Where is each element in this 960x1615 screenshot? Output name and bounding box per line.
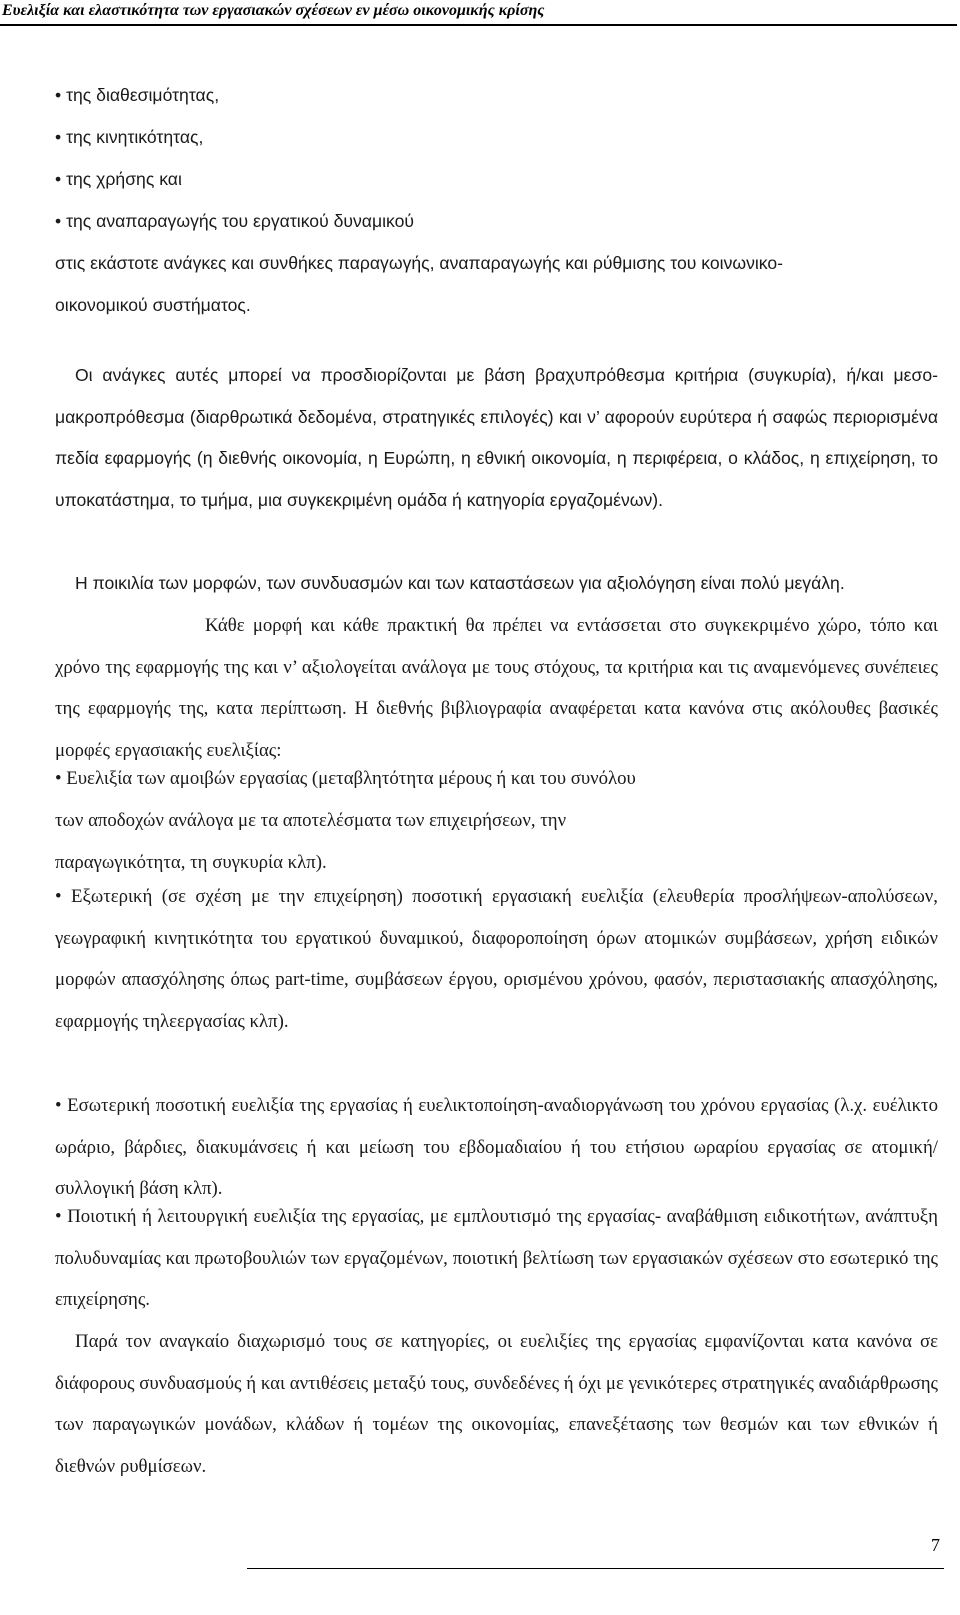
- bullet-availability: • της διαθεσιμότητας,: [55, 75, 938, 117]
- page-number: 7: [931, 1535, 940, 1555]
- paragraph-needs: Οι ανάγκες αυτές μπορεί να προσδιορίζονται με βάση βραχυπρόθεσμα κριτήρια (συγκυρία), ή/και μεσο-μακροπρόθεσμα (διαρθρωτικά δεδομένα, στρατηγικές επιλογές) και ν’ αφορούν ευρύτερα ή σαφώς περιορισμένα πεδία εφαρμογής (η διεθνής οικονομία, η Ευρώπη, η εθνική οικονομία, η περιφέρεια, ο κλάδος, η επιχείρηση, το υποκατάστημα, το τμήμα, μια συγκεκριμένη ομάδα ή κατηγορία εργαζομένων).: [55, 365, 938, 510]
- paragraph-final: Παρά τον αναγκαίο διαχωρισμό τους σε κατηγορίες, οι ευελιξίες της εργασίας εμφανίζονται κατα κανόνα σε διάφορους συνδυασμούς ή και αντιθέσεις μεταξύ τους, συνδεδένες ή όχι με γενικότερες στρατηγικές αναδιάρθρωσης των παραγωγικών μονάδων, κλάδων ή τομέων της οικονομίας, επανεξέτασης των θεσμών και των εθνικών ή διεθνών ρυθμίσεων.: [55, 1331, 938, 1477]
- form-pay-flexibility-line2: των αποδοχών ανάλογα με τα αποτελέσματα των επιχειρήσεων, την: [55, 810, 567, 831]
- running-header: Ευελιξία και ελαστικότητα των εργασιακών σχέσεων εν μέσω οικονομικής κρίσης: [2, 2, 545, 19]
- form-internal-flexibility: • Εσωτερική ποσοτική ευελιξία της εργασίας ή ευελικτοποίηση-αναδιοργάνωση του χρόνου εργασίας (λ.χ. ευέλικτο ωράριο, βάρδιες, διακυμάνσεις ή και μείωση του εβδομαδιαίου ή του ετήσιου ωραρίου εργασίας σε ατομική/ συλλογική βάση κλπ).: [55, 1095, 938, 1199]
- footer-divider: [247, 1568, 944, 1569]
- bullet-reproduction: • της αναπαραγωγής του εργατικού δυναμικού: [55, 201, 938, 243]
- bullet-use: • της χρήσης και: [55, 159, 938, 201]
- form-pay-flexibility-line1: • Ευελιξία των αμοιβών εργασίας (μεταβλητότητα μέρους ή και του συνόλου: [55, 758, 938, 800]
- paragraph-context: Κάθε μορφή και κάθε πρακτική θα πρέπει να εντάσσεται στο συγκεκριμένο χώρο, τόπο και χρόνο της εφαρμογής της και ν’ αξιολογείται ανάλογα με τους στόχους, τα κριτήρια και τις αναμενόμενες συνέπειες της εφαρμογής της, κατα περίπτωση. Η διεθνής βιβλιογραφία αναφέρεται κατα κανόνα στις ακόλουθες βασικές μορφές εργασιακής ευελιξίας:: [55, 615, 938, 761]
- form-external-flexibility: • Εξωτερική (σε σχέση με την επιχείρηση) ποσοτική εργασιακή ευελιξία (ελευθερία προσλήψεων-απολύσεων, γεωγραφική κινητικότητα του εργατικού δυναμικού, διαφοροποίηση όρων ατομικών συμβάσεων, χρήση ειδικών μορφών απασχόλησης όπως part-time, συμβάσεων έργου, ορισμένου χρόνου, φασόν, περιστασιακής απασχόλησης, εφαρμογής τηλεεργασίας κλπ).: [55, 886, 938, 1032]
- bullet-mobility: • της κινητικότητας,: [55, 117, 938, 159]
- header-divider: [0, 24, 957, 26]
- form-functional-flexibility: • Ποιοτική ή λειτουργική ευελιξία της εργασίας, με εμπλουτισμό της εργασίας- αναβάθμιση ειδικοτήτων, ανάπτυξη πολυδυναμίας και πρωτοβουλιών των εργαζομένων, ποιοτική βελτίωση των εργασιακών σχέσεων στο εσωτερικό της επιχείρησης.: [55, 1206, 938, 1310]
- form-pay-flexibility-line3: παραγωγικότητα, τη συγκυρία κλπ).: [55, 852, 327, 873]
- continuation-line-end: οικονομικού συστήματος.: [55, 295, 251, 315]
- continuation-line: στις εκάστοτε ανάγκες και συνθήκες παραγωγής, αναπαραγωγής και ρύθμισης του κοινωνικο-: [55, 253, 784, 273]
- paragraph-variety: Η ποικιλία των μορφών, των συνδυασμών και των καταστάσεων για αξιολόγηση είναι πολύ μεγάλη.: [75, 573, 845, 593]
